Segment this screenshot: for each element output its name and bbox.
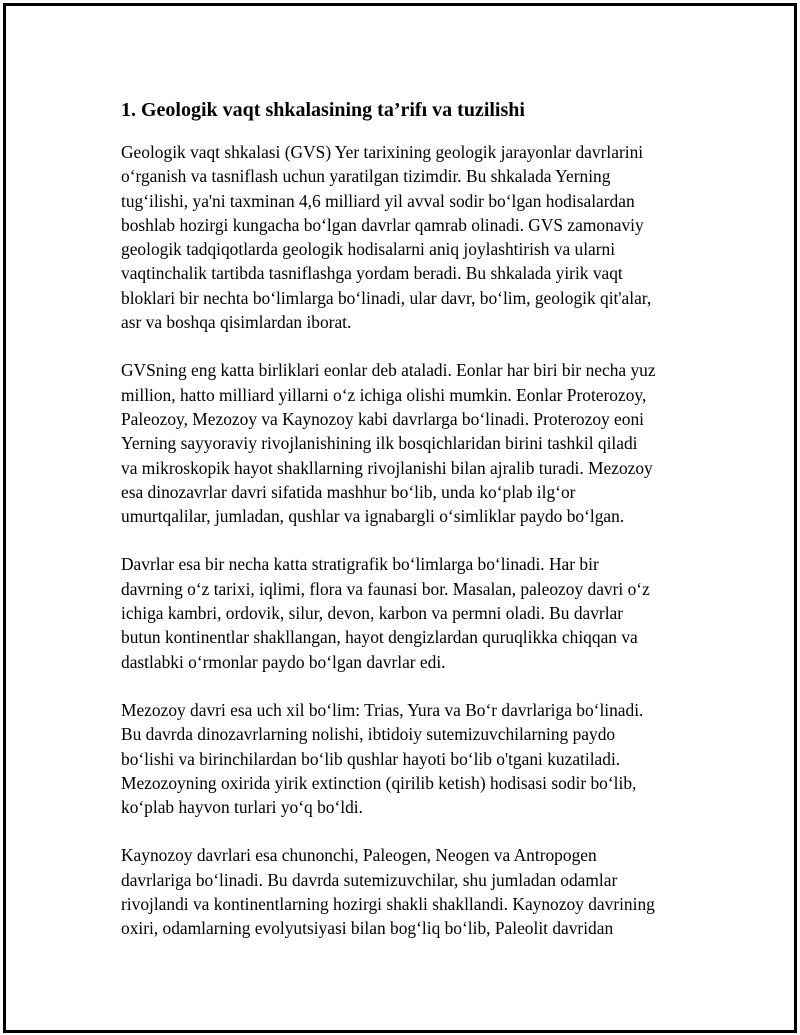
text-line: Davrlar esa bir necha katta stratigrafik bo‘limlarga bo‘linadi. Har bir	[121, 554, 599, 575]
text-line: o‘rganish va tasniflash uchun yaratilgan tizimdir. Bu shkalada Yerning	[121, 166, 611, 187]
text-line: ichiga kambri, ordovik, silur, devon, karbon va permni oladi. Bu davrlar	[121, 603, 624, 624]
text-line: Geologik vaqt shkalasi (GVS) Yer tarixining geologik jarayonlar davrlarini	[121, 142, 644, 162]
document-body	[121, 94, 701, 965]
text-line: ko‘plab hayvon turlari yo‘q bo‘ldi.	[121, 797, 363, 818]
text-line: tug‘ilishi, ya'ni taxminan 4,6 milliard yil avval sodir bo‘lgan hodisalardan	[121, 190, 635, 211]
text-line: Mezozoyning oxirida yirik extinction (qirilib ketish) hodisasi sodir bo‘lib,	[121, 772, 637, 793]
text-line: boshlab hozirgi kungacha bo‘lgan davrlar qamrab olinadi. GVS zamonaviy	[121, 214, 644, 235]
text-line: asr va boshqa qisimlardan iborat.	[121, 312, 352, 333]
text-line: oxiri, odamlarning evolyutsiyasi bilan bog‘liq bo‘lib, Paleolit davridan	[121, 918, 614, 939]
text-line: GVSning eng katta birliklari eonlar deb ataladi. Eonlar har biri bir necha yuz	[121, 360, 656, 381]
text-line: Paleozoy, Mezozoy va Kaynozoy kabi davrlarga bo‘linadi. Proterozoy eoni	[121, 408, 645, 429]
text-line: rivojlandi va kontinentlarning hozirgi shakli shakllandi. Kaynozoy davrining	[121, 894, 655, 915]
paragraph	[121, 140, 701, 334]
paragraph-container	[121, 140, 701, 941]
text-line: davrning o‘z tarixi, iqlimi, flora va faunasi bor. Masalan, paleozoy davri o‘z	[121, 578, 650, 599]
text-line: Kaynozoy davrlari esa chunonchi, Paleogen, Neogen va Antropogen	[121, 845, 597, 866]
section-heading: 1. Geologik vaqt shkalasining ta’rifı va tuzilishi	[121, 99, 525, 121]
paragraph	[121, 698, 701, 819]
text-line: geologik tadqiqotlarda geologik hodisalarni aniq joylashtirish va ularni	[121, 239, 616, 260]
text-line: davrlariga bo‘linadi. Bu davrda sutemizuvchilar, shu jumladan odamlar	[121, 869, 618, 890]
text-line: vaqtinchalik tartibda tasniflashga yordam beradi. Bu shkalada yirik vaqt	[121, 263, 623, 284]
text-line: Yerning sayyoraviy rivojlanishining ilk bosqichlaridan birini tashkil qiladi	[121, 433, 638, 454]
text-line: bloklari bir nechta bo‘limlarga bo‘linadi, ular davr, bo‘lim, geologik qit'alar,	[121, 287, 652, 308]
text-line: dastlabki o‘rmonlar paydo bo‘lgan davrlar edi.	[121, 651, 446, 672]
text-line: va mikroskopik hayot shakllarning rivojlanishi bilan ajralib turadi. Mezozoy	[121, 457, 653, 478]
text-line: umurtqalilar, jumladan, qushlar va ignabargli o‘simliklar paydo bo‘lgan.	[121, 506, 625, 527]
text-line: Mezozoy davri esa uch xil bo‘lim: Trias, Yura va Bo‘r davrlariga bo‘linadi.	[121, 699, 644, 720]
paragraph	[121, 552, 701, 673]
text-line: Bu davrda dinozavrlarning nolishi, ibtidoiy sutemizuvchilarning paydo	[121, 724, 616, 745]
page-frame	[3, 3, 797, 1033]
text-line: esa dinozavrlar davri sifatida mashhur bo‘lib, unda ko‘plab ilg‘or	[121, 481, 576, 502]
paragraph	[121, 843, 701, 940]
text-line: butun kontinentlar shakllangan, hayot dengizlardan quruqlikka chiqqan va	[121, 627, 638, 648]
text-line: bo‘lishi va birinchilardan bo‘lib qushlar hayoti bo‘lib o'tgani kuzatiladi.	[121, 748, 621, 769]
text-line: million, hatto milliard yillarni o‘z ichiga olishi mumkin. Eonlar Proterozoy,	[121, 384, 647, 405]
paragraph	[121, 358, 701, 528]
